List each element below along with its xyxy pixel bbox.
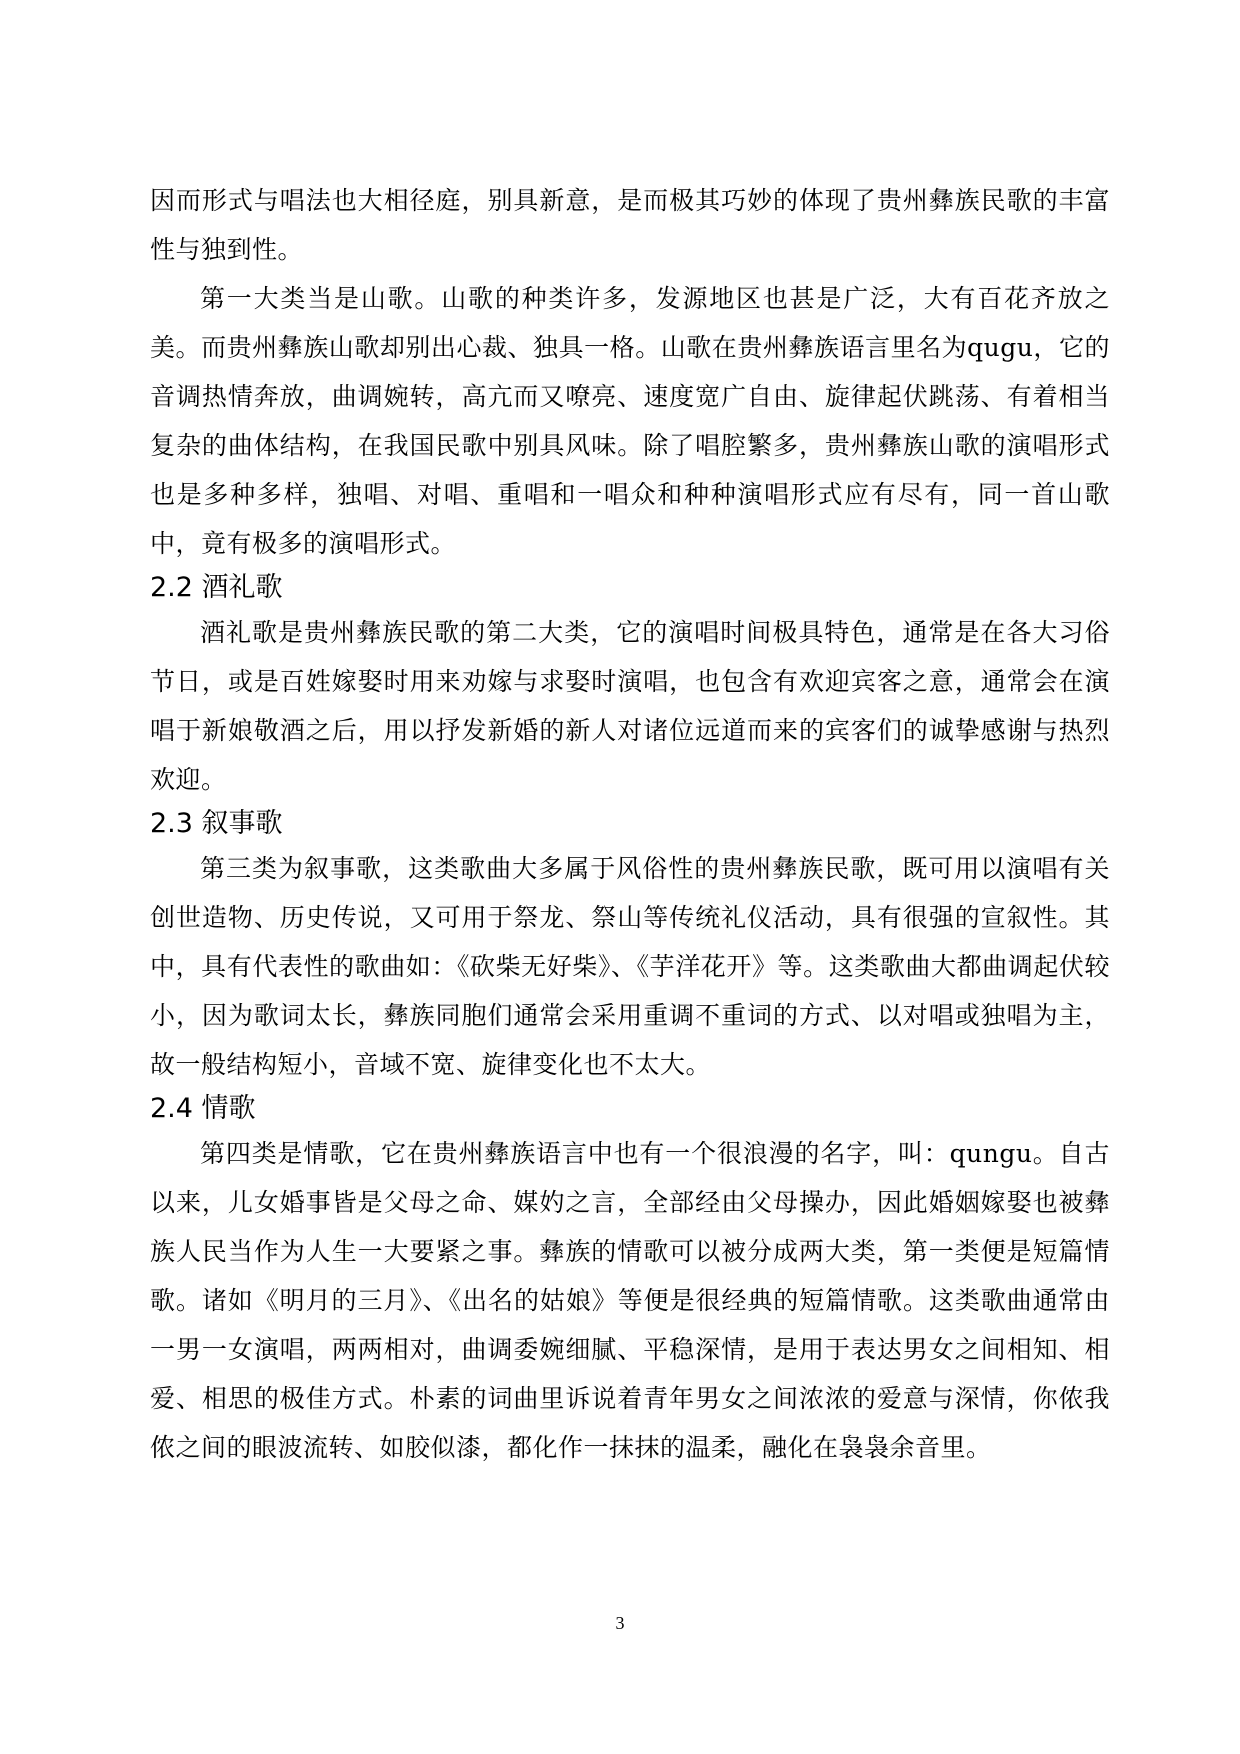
section-heading-narrative-songs: 2.3 叙事歌: [150, 808, 283, 839]
mountain-song-paragraph: 第一大类当是山歌。山歌的种类许多，发源地区也甚是广泛，大有百花齐放之美。而贵州彝族山歌却别出心裁、独具一格。山歌在贵州彝族语言里名为qugu，它的音调热情奔放，曲调婉转，高亢而又嘹亮、速度宽广自由、旋律起伏跳荡、有着相当复杂的曲体结构，在我国民歌中别具风味。除了唱腔繁多，贵州彝族山歌的演唱形式也是多种多样，独唱、对唱、重唱和一唱众和种种演唱形式应有尽有，同一首山歌中，竟有极多的演唱形式。: [150, 284, 1110, 558]
section-paragraph-narrative-songs: 第三类为叙事歌，这类歌曲大多属于风俗性的贵州彝族民歌，既可用以演唱有关创世造物、历史传说，又可用于祭龙、祭山等传统礼仪活动，具有很强的宣叙性。其中，具有代表性的歌曲如：《砍柴无好柴》、《芋洋花开》等。这类歌曲大都曲调起伏较小，因为歌词太长，彝族同胞们通常会采用重调不重词的方式、以对唱或独唱为主，故一般结构短小，音域不宽、旋律变化也不太大。: [150, 854, 1110, 1079]
page-number: 3: [615, 1613, 625, 1633]
page-body: [150, 176, 1110, 1472]
section-heading-love-songs: 2.4 情歌: [150, 1093, 256, 1124]
section-heading-wine-ritual-songs: 2.2 酒礼歌: [150, 572, 283, 603]
section-paragraph-love-songs: 第四类是情歌，它在贵州彝族语言中也有一个很浪漫的名字，叫：qungu。自古以来，儿女婚事皆是父母之命、媒妁之言，全部经由父母操办，因此婚姻嫁娶也被彝族人民当作为人生一大要紧之事。彝族的情歌可以被分成两大类，第一类便是短篇情歌。诸如《明月的三月》、《出名的姑娘》等便是很经典的短篇情歌。这类歌曲通常由一男一女演唱，两两相对，曲调委婉细腻、平稳深情，是用于表达男女之间相知、相爱、相思的极佳方式。朴素的词曲里诉说着青年男女之间浓浓的爱意与深情，你侬我侬之间的眼波流转、如胶似漆，都化作一抹抹的温柔，融化在袅袅余音里。: [150, 1139, 1110, 1462]
intro-paragraph: 因而形式与唱法也大相径庭，别具新意，是而极其巧妙的体现了贵州彝族民歌的丰富性与独到性。: [150, 186, 1110, 264]
section-paragraph-wine-ritual-songs: 酒礼歌是贵州彝族民歌的第二大类，它的演唱时间极具特色，通常是在各大习俗节日，或是百姓嫁娶时用来劝嫁与求娶时演唱，也包含有欢迎宾客之意，通常会在演唱于新娘敬酒之后，用以抒发新婚的新人对诸位远道而来的宾客们的诚挚感谢与热烈欢迎。: [150, 618, 1110, 794]
